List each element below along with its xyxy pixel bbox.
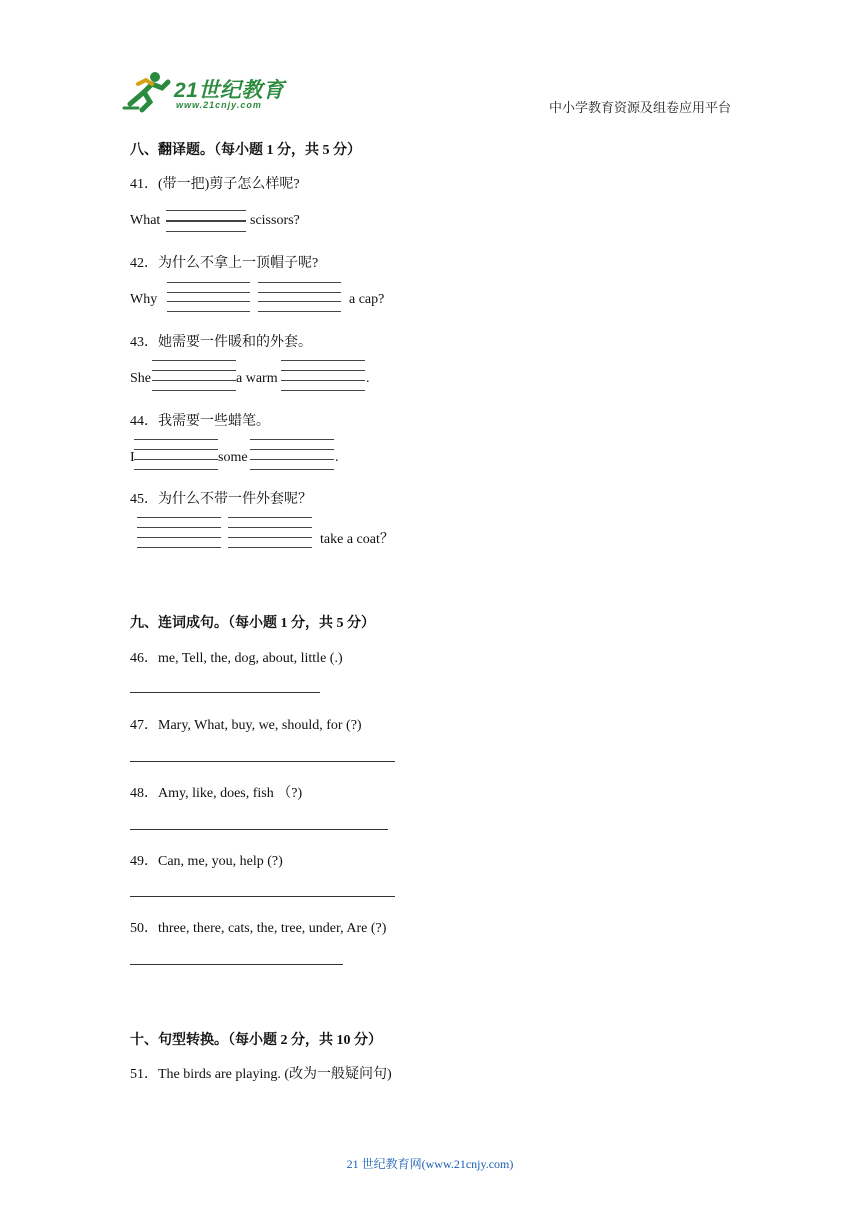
word-what: What (130, 213, 161, 228)
answer-blank[interactable] (134, 459, 218, 470)
answer-blank[interactable] (258, 282, 341, 293)
question-50-prompt: 50．three, there, cats, the, tree, under, Are (?) (130, 921, 387, 936)
answer-blank[interactable] (152, 360, 236, 371)
question-47-prompt: 47．Mary, What, buy, we, should, for (?) (130, 718, 362, 733)
answer-blank[interactable] (281, 380, 365, 391)
question-45-prompt: 45．为什么不带一件外套呢？ (130, 492, 312, 507)
answer-blank[interactable] (167, 301, 250, 312)
word-why: Why (130, 292, 158, 307)
question-44-prompt: 44．我需要一些蜡笔。 (130, 414, 270, 429)
answer-blank[interactable] (250, 439, 334, 450)
answer-line[interactable] (130, 964, 343, 965)
word-she: She (130, 371, 151, 386)
answer-line[interactable] (130, 829, 388, 830)
answer-blank[interactable] (250, 459, 334, 470)
period: . (335, 450, 339, 465)
answer-blank[interactable] (228, 517, 312, 528)
answer-blank[interactable] (166, 221, 246, 232)
answer-blank[interactable] (166, 210, 246, 221)
runner-logo-icon (122, 68, 174, 114)
platform-name: 中小学教育资源及组卷应用平台 (549, 100, 732, 115)
answer-blank[interactable] (228, 537, 312, 548)
question-41-prompt: 41．(带一把)剪子怎么样呢? (130, 177, 300, 192)
answer-blank[interactable] (281, 360, 365, 371)
word-a-warm: a warm (236, 371, 278, 386)
answer-blank[interactable] (134, 439, 218, 450)
word-scissors: scissors? (250, 213, 300, 228)
logo-url: www.21cnjy.com (176, 100, 262, 110)
question-43-prompt: 43．她需要一件暖和的外套。 (130, 335, 312, 350)
answer-line[interactable] (130, 761, 395, 762)
section-8-title: 八、翻译题。（每小题 1 分，共 5 分） (130, 143, 361, 158)
answer-blank[interactable] (137, 517, 221, 528)
logo-text: 21世纪教育 (174, 79, 285, 102)
period: . (366, 371, 370, 386)
answer-line[interactable] (130, 896, 395, 897)
question-49-prompt: 49．Can, me, you, help (?) (130, 854, 283, 869)
word-some: some (218, 450, 248, 465)
question-46-prompt: 46．me, Tell, the, dog, about, little (.) (130, 651, 343, 666)
footer-link[interactable]: 21 世纪教育网(www.21cnjy.com) (346, 1157, 514, 1171)
question-42-prompt: 42．为什么不拿上一顶帽子呢? (130, 256, 319, 271)
section-10-title: 十、句型转换。（每小题 2 分，共 10 分） (130, 1033, 382, 1048)
answer-blank[interactable] (137, 537, 221, 548)
section-9-title: 九、连词成句。（每小题 1 分，共 5 分） (130, 616, 375, 631)
answer-line[interactable] (130, 692, 320, 693)
site-logo (122, 68, 292, 114)
answer-blank[interactable] (152, 380, 236, 391)
word-i: I (130, 450, 135, 465)
word-take-a-coat: take a coat？ (320, 532, 394, 547)
answer-blank[interactable] (167, 282, 250, 293)
question-51-prompt: 51．The birds are playing. (改为一般疑问句) (130, 1067, 392, 1082)
question-48-prompt: 48．Amy, like, does, fish （?) (130, 786, 303, 801)
word-a-cap: a cap? (349, 292, 385, 307)
answer-blank[interactable] (258, 301, 341, 312)
